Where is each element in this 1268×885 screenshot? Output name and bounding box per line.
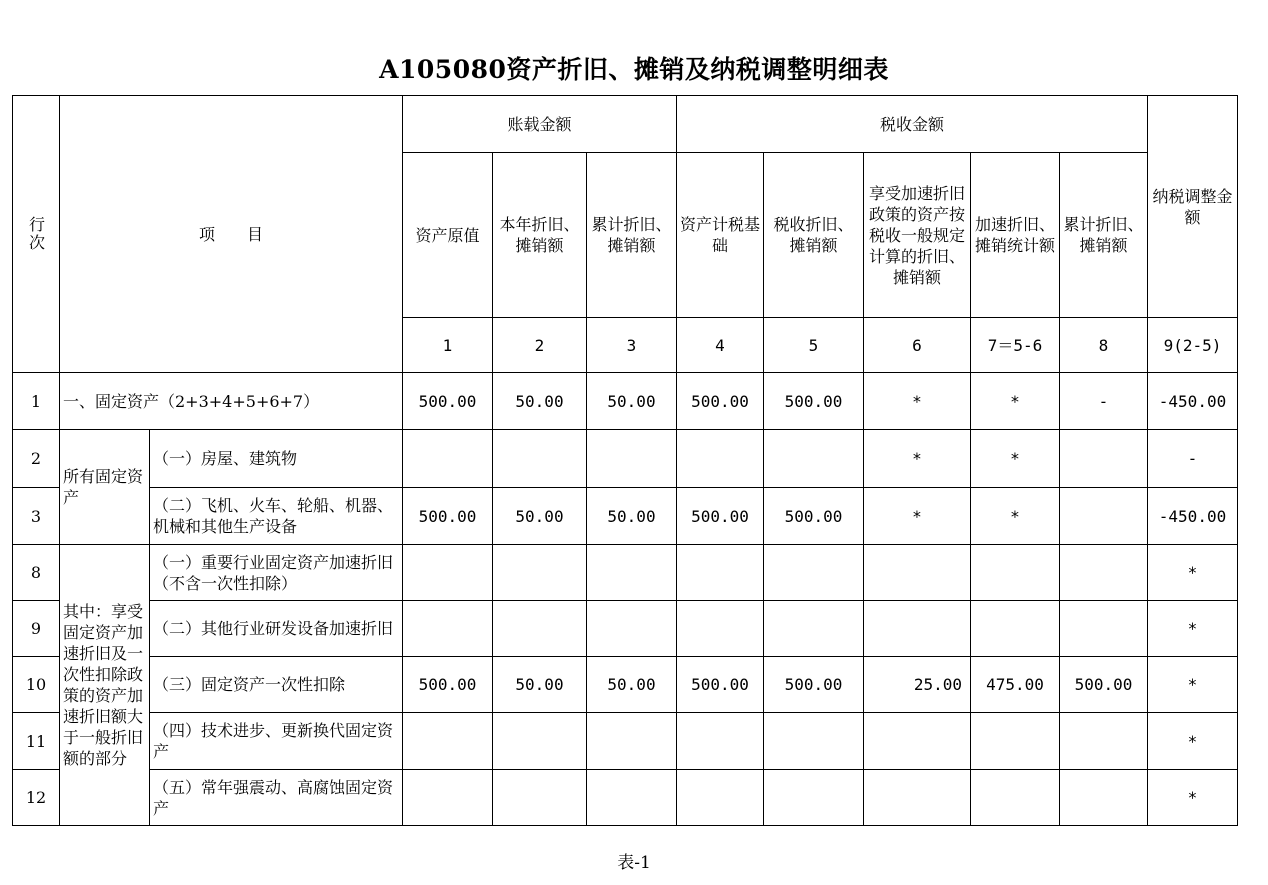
cell: 500.00 — [677, 657, 764, 713]
cell: * — [1148, 713, 1238, 770]
item-name: （三）固定资产一次性扣除 — [150, 657, 403, 713]
col-num: 5 — [764, 318, 864, 373]
table-row — [13, 713, 1238, 770]
cell — [403, 545, 493, 601]
cell — [677, 770, 764, 826]
col-num: 8 — [1060, 318, 1148, 373]
col-num: 9(2-5) — [1148, 318, 1238, 373]
group-label-accelerated: 其中：享受固定资产加速折旧及一次性扣除政策的资产加速折旧额大于一般折旧额的部分 — [60, 545, 150, 826]
cell — [677, 713, 764, 770]
cell: - — [1148, 430, 1238, 488]
line-no: 8 — [13, 545, 60, 601]
cell: 500.00 — [403, 373, 493, 430]
cell — [587, 430, 677, 488]
cell: 25.00 — [864, 657, 971, 713]
page-footer: 表-1 — [617, 853, 651, 873]
cell — [1060, 601, 1148, 657]
item-name: （二）其他行业研发设备加速折旧 — [150, 601, 403, 657]
col-header-8: 累计折旧、摊销额 — [1060, 153, 1148, 318]
item-name: 一、固定资产（2+3+4+5+6+7） — [60, 373, 403, 430]
cell: 500.00 — [677, 488, 764, 545]
cell: 50.00 — [587, 373, 677, 430]
cell: 50.00 — [587, 488, 677, 545]
cell — [764, 713, 864, 770]
cell — [764, 601, 864, 657]
table-row — [13, 770, 1238, 826]
cell: 50.00 — [493, 488, 587, 545]
line-no: 11 — [13, 713, 60, 770]
cell — [587, 713, 677, 770]
cell: 500.00 — [1060, 657, 1148, 713]
tax-amount-header: 税收金额 — [677, 96, 1148, 153]
cell — [971, 545, 1060, 601]
page-title: A105080资产折旧、摊销及纳税调整明细表 — [379, 55, 889, 84]
col-num: 3 — [587, 318, 677, 373]
book-amount-header: 账载金额 — [403, 96, 677, 153]
cell — [587, 545, 677, 601]
cell — [403, 430, 493, 488]
cell — [493, 430, 587, 488]
cell: * — [864, 373, 971, 430]
line-no: 3 — [13, 488, 60, 545]
depreciation-table — [12, 95, 1238, 826]
cell — [587, 770, 677, 826]
cell — [403, 601, 493, 657]
cell — [764, 770, 864, 826]
col-header-3: 累计折旧、摊销额 — [587, 153, 677, 318]
cell — [864, 545, 971, 601]
cell — [764, 545, 864, 601]
cell — [864, 770, 971, 826]
col-num: 6 — [864, 318, 971, 373]
cell: * — [1148, 657, 1238, 713]
line-no: 9 — [13, 601, 60, 657]
cell: 500.00 — [764, 373, 864, 430]
table-row — [13, 373, 1238, 430]
cell: 500.00 — [764, 657, 864, 713]
cell: * — [1148, 545, 1238, 601]
table-row — [13, 657, 1238, 713]
cell: - — [1060, 373, 1148, 430]
table-row — [13, 488, 1238, 545]
cell — [1060, 430, 1148, 488]
line-no-header: 行次 — [13, 96, 60, 373]
cell — [493, 713, 587, 770]
item-name: （四）技术进步、更新换代固定资产 — [150, 713, 403, 770]
table-row — [13, 545, 1238, 601]
cell — [864, 601, 971, 657]
cell: * — [864, 430, 971, 488]
group-label-all-fixed: 所有固定资产 — [60, 430, 150, 545]
col-num: 4 — [677, 318, 764, 373]
cell — [1060, 488, 1148, 545]
item-header: 项 目 — [60, 96, 403, 373]
cell — [493, 545, 587, 601]
cell — [1060, 770, 1148, 826]
cell: * — [971, 373, 1060, 430]
cell — [493, 770, 587, 826]
line-no: 10 — [13, 657, 60, 713]
cell — [587, 601, 677, 657]
cell: 475.00 — [971, 657, 1060, 713]
cell — [864, 713, 971, 770]
item-name: （二）飞机、火车、轮船、机器、机械和其他生产设备 — [150, 488, 403, 545]
table-row — [13, 601, 1238, 657]
col-header-7: 加速折旧、摊销统计额 — [971, 153, 1060, 318]
cell: * — [1148, 770, 1238, 826]
cell: * — [1148, 601, 1238, 657]
cell: 500.00 — [764, 488, 864, 545]
cell: 50.00 — [493, 657, 587, 713]
item-name: （一）房屋、建筑物 — [150, 430, 403, 488]
col-num: 7＝5-6 — [971, 318, 1060, 373]
cell: 50.00 — [587, 657, 677, 713]
cell — [1060, 545, 1148, 601]
adjust-header: 纳税调整金额 — [1148, 96, 1238, 318]
cell — [971, 713, 1060, 770]
cell — [677, 601, 764, 657]
cell — [493, 601, 587, 657]
cell: 500.00 — [403, 488, 493, 545]
cell — [764, 430, 864, 488]
cell — [677, 545, 764, 601]
cell: 500.00 — [677, 373, 764, 430]
cell: * — [864, 488, 971, 545]
cell — [971, 601, 1060, 657]
cell — [971, 770, 1060, 826]
cell: -450.00 — [1148, 373, 1238, 430]
item-name: （一）重要行业固定资产加速折旧（不含一次性扣除） — [150, 545, 403, 601]
col-header-6: 享受加速折旧政策的资产按税收一般规定计算的折旧、摊销额 — [864, 153, 971, 318]
cell: 500.00 — [403, 657, 493, 713]
cell: * — [971, 488, 1060, 545]
line-no: 1 — [13, 373, 60, 430]
table-row — [13, 430, 1238, 488]
cell — [403, 713, 493, 770]
cell — [403, 770, 493, 826]
cell: -450.00 — [1148, 488, 1238, 545]
col-header-4: 资产计税基础 — [677, 153, 764, 318]
line-no: 12 — [13, 770, 60, 826]
col-num: 2 — [493, 318, 587, 373]
col-header-5: 税收折旧、摊销额 — [764, 153, 864, 318]
item-name: （五）常年强震动、高腐蚀固定资产 — [150, 770, 403, 826]
cell: 50.00 — [493, 373, 587, 430]
line-no: 2 — [13, 430, 60, 488]
cell: * — [971, 430, 1060, 488]
col-header-2: 本年折旧、摊销额 — [493, 153, 587, 318]
col-num: 1 — [403, 318, 493, 373]
col-header-1: 资产原值 — [403, 153, 493, 318]
cell — [677, 430, 764, 488]
cell — [1060, 713, 1148, 770]
